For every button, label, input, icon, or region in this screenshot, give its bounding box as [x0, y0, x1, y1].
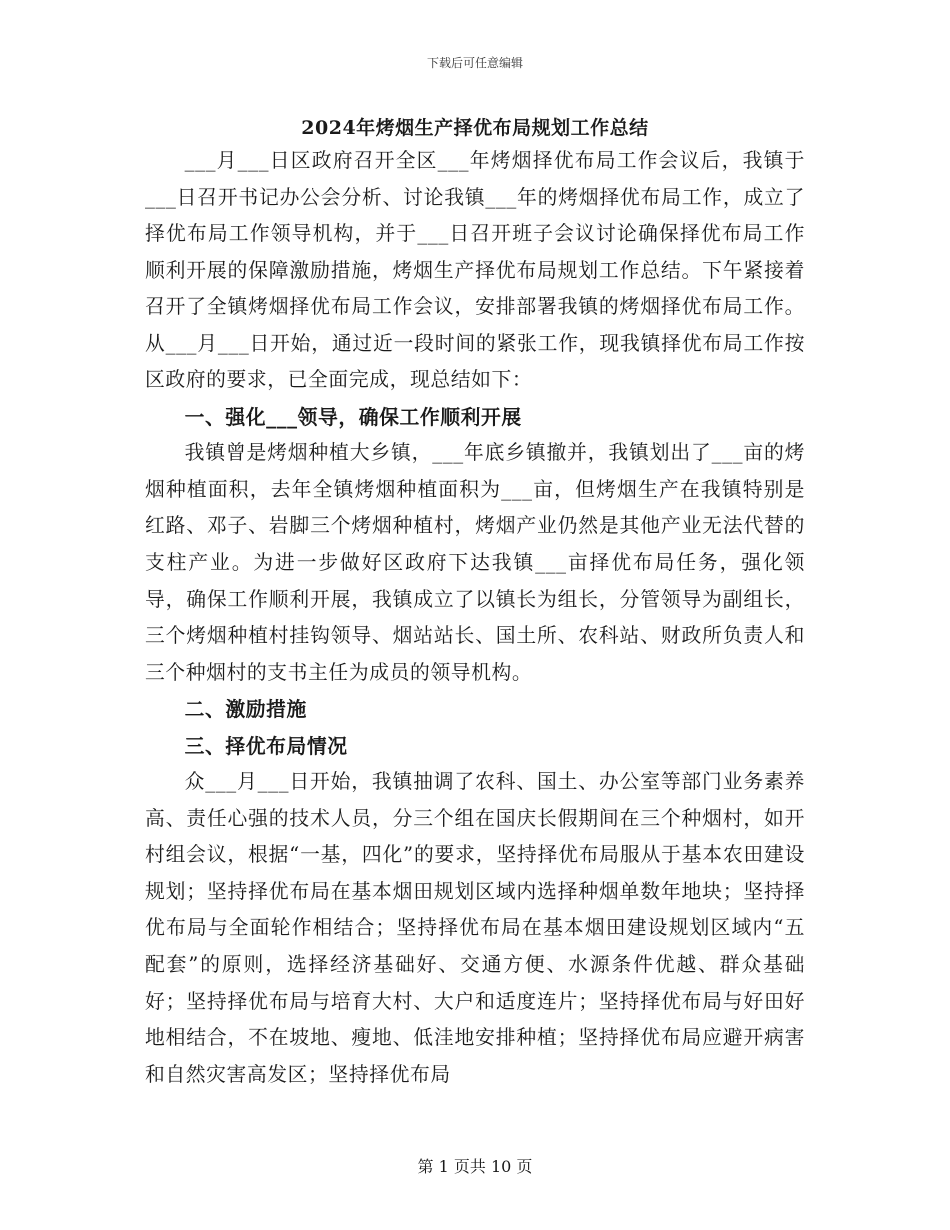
section-3-paragraph: 众___月___日开始，我镇抽调了农科、国土、办公室等部门业务素养高、责任心强的技术人员，分三个组在国庆长假期间在三个种烟村，如开村组会议，根据“一基，四化”的要求，坚持择优布局服从于基本农田建设规划；坚持择优布局在基本烟田规划区域内选择种烟单数年地块；坚持择优布局与全面轮作相结合；坚持择优布局在基本烟田建设规划区域内“五配套”的原则，选择经济基础好、交通方便、水源条件优越、群众基础好；坚持择优布局与培育大村、大户和适度连片；坚持择优布局与好田好地相结合，不在坡地、瘦地、低洼地安排种植；坚持择优布局应避开病害和自然灾害高发区；坚持择优布局 [145, 770, 805, 1086]
section-1-heading: 一、强化___领导，确保工作顺利开展 [184, 404, 522, 429]
document-title: 2024年烤烟生产择优布局规划工作总结 [301, 117, 649, 139]
section-2-heading: 二、激励措施 [184, 697, 307, 722]
section-3-heading: 三、择优布局情况 [184, 733, 348, 758]
page-header-note: 下载后可任意编辑 [426, 56, 523, 70]
section-1-paragraph: 我镇曾是烤烟种植大乡镇，___年底乡镇撤并，我镇划出了___亩的烤烟种植面积，去年全镇烤烟种植面积为___亩，但烤烟生产在我镇特别是红路、邓子、岩脚三个烤烟种植村，烤烟产业仍然是其他产业无法代替的支柱产业。为进一步做好区政府下达我镇___亩择优布局任务，强化领导，确保工作顺利开展，我镇成立了以镇长为组长，分管领导为副组长，三个烤烟种植村挂钩领导、烟站站长、国土所、农科站、财政所负责人和三个种烟村的支书主任为成员的领导机构。 [145, 441, 805, 684]
document-body [145, 143, 805, 1093]
intro-paragraph: ___月___日区政府召开全区___年烤烟择优布局工作会议后，我镇于___日召开书记办公会分析、讨论我镇___年的烤烟择优布局工作，成立了择优布局工作领导机构，并于___日召开班子会议讨论确保择优布局工作顺利开展的保障激励措施，烤烟生产择优布局规划工作总结。下午紧接着召开了全镇烤烟择优布局工作会议，安排部署我镇的烤烟择优布局工作。从___月___日开始，通过近一段时间的紧张工作，现我镇择优布局工作按区政府的要求，已全面完成，现总结如下： [145, 149, 805, 392]
page-number: 第 1 页共 10 页 [417, 1157, 533, 1176]
